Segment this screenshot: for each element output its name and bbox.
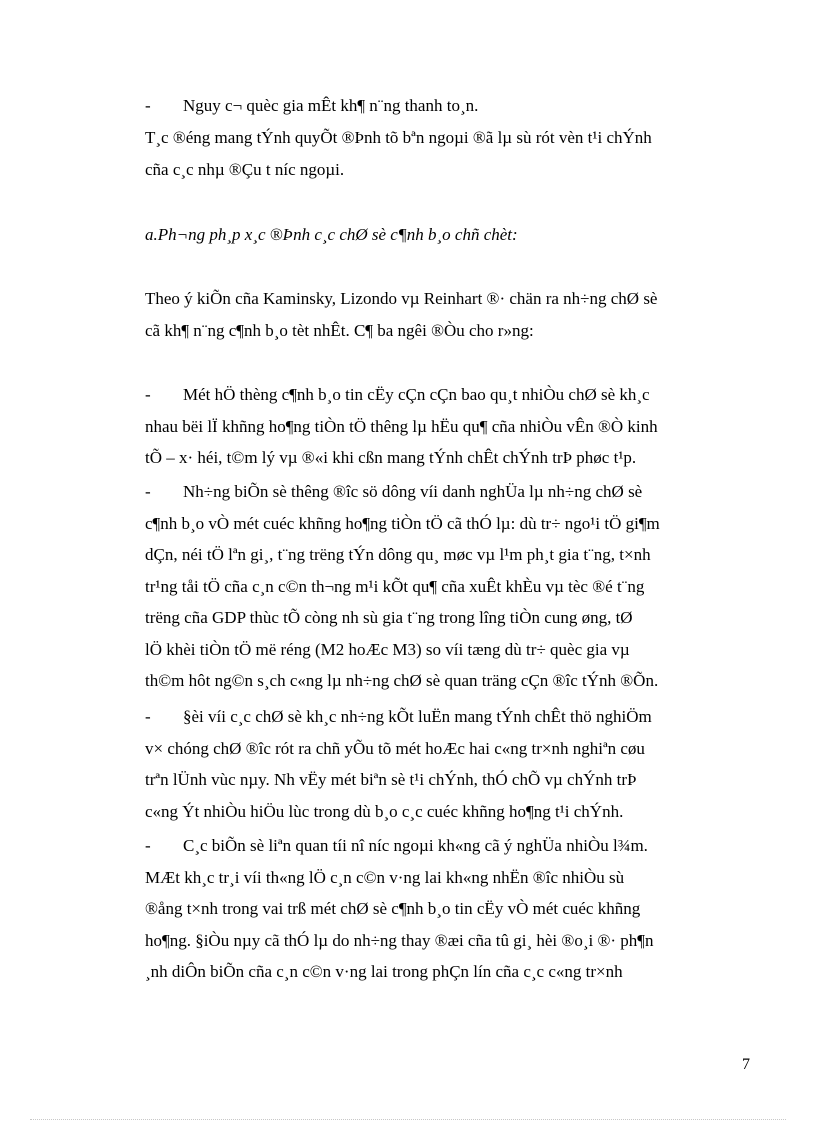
bullet-dash: - — [145, 96, 151, 115]
bullet-dash: - — [145, 836, 151, 855]
text-line — [145, 830, 740, 862]
text-line: MÆt kh¸c tr¸i víi th«ng lÖ c¸n c©n v·ng lai kh«ng nhËn ®îc nhiÒu sù — [145, 867, 625, 887]
text-line: lÖ khèi tiÒn tÖ më réng (M2 hoÆc M3) so víi tæng dù tr÷ quèc gia vµ — [145, 639, 630, 659]
text-span: Mét hÖ thèng c¶nh b¸o tin cËy cÇn cÇn bao qu¸t nhiÒu chØ sè kh¸c — [183, 385, 650, 404]
bullet-item — [145, 476, 740, 697]
bullet-dash: - — [145, 707, 151, 726]
bullet-item — [145, 90, 740, 122]
bullet-item — [145, 379, 740, 474]
section-heading — [145, 219, 740, 251]
text-line: th©m hôt ng©n s¸ch c«ng lµ nh÷ng chØ sè quan träng cÇn ®îc tÝnh ®Õn. — [145, 671, 659, 690]
text-span: §èi víi c¸c chØ sè kh¸c nh÷ng kÕt luËn mang tÝnh chÊt thö nghiÖm — [183, 707, 652, 726]
text-line: trªn lÜnh vùc nµy. Nh vËy mét biªn sè t¹i chÝnh, thÓ chÕ vµ chÝnh trÞ — [145, 770, 637, 789]
paragraph-intro — [145, 122, 740, 185]
page-number: 7 — [742, 1056, 750, 1073]
text-line: cña c¸c nhµ ®Çu t níc ngoµi. — [145, 159, 345, 179]
text-line: ¸nh diÔn biÕn cña c¸n c©n v·ng lai trong phÇn lín cña c¸c c«ng tr×nh — [145, 962, 623, 981]
text-line — [145, 379, 740, 411]
text-line — [145, 476, 740, 508]
text-span: Nh÷ng biÕn sè thêng ®îc sö dông víi danh nghÜa lµ nh÷ng chØ sè — [183, 482, 643, 501]
text-line: tÕ – x· héi, t©m lý vµ ®«i khi cßn mang tÝnh chÊt chÝnh trÞ phøc t¹p. — [145, 448, 637, 467]
bullet-item — [145, 830, 740, 988]
text-line — [145, 701, 740, 733]
text-line: ho¶ng. §iÒu nµy cã thÓ lµ do nh÷ng thay ®æi cña tû gi¸ hèi ®o¸i ®· ph¶n — [145, 930, 654, 950]
text-line: c¶nh b¸o vÒ mét cuéc khñng ho¶ng tiÒn tÖ cã thÓ lµ: dù tr÷ ngo¹i tÖ gi¶m — [145, 513, 660, 533]
text-line: T¸c ®éng mang tÝnh quyÕt ®Þnh tõ bªn ngoµi ®ã lµ sù rót vèn t¹i chÝnh — [145, 128, 652, 147]
text-line: Theo ý kiÕn cña Kaminsky, Lizondo vµ Reinhart ®· chän ra nh÷ng chØ sè — [145, 289, 658, 308]
text-span: C¸c biÕn sè liªn quan tíi nî níc ngoµi kh«ng cã ý nghÜa nhiÒu l¾m. — [183, 836, 648, 855]
bullet-dash: - — [145, 385, 151, 404]
paragraph-kaminsky — [145, 283, 740, 346]
page-bottom-divider — [30, 1119, 786, 1120]
text-line: nhau bëi lÏ khñng ho¶ng tiÒn tÖ thêng lµ hËu qu¶ cña nhiÒu vÊn ®Ò kinh — [145, 416, 658, 436]
text-line: v× chóng chØ ®îc rót ra chñ yÕu tõ mét hoÆc hai c«ng tr×nh nghiªn cøu — [145, 738, 645, 758]
text-line: dÇn, néi tÖ lªn gi¸, t¨ng trëng tÝn dông qu¸ møc vµ l¹m ph¸t gia t¨ng, t×nh — [145, 545, 651, 564]
text-line: ®ång t×nh trong vai trß mét chØ sè c¶nh b¸o tin cËy vÒ mét cuéc khñng — [145, 899, 641, 918]
bullet-item — [145, 701, 740, 827]
text-line: trëng cña GDP thùc tÕ còng nh sù gia t¨ng trong lîng tiÒn cung øng, tØ — [145, 608, 633, 627]
text-line: tr¹ng tåi tÖ cña c¸n c©n th¬ng m¹i kÕt qu¶ cña xuÊt khÈu vµ tèc ®é t¨ng — [145, 576, 645, 596]
text-line: cã kh¶ n¨ng c¶nh b¸o tèt nhÊt. C¶ ba ngêi ®Òu cho r»ng: — [145, 320, 534, 340]
bullet-dash: - — [145, 482, 151, 501]
text-line: Nguy c¬ quèc gia mÊt kh¶ n¨ng thanh to¸n. — [183, 96, 479, 115]
heading-text: a.Ph¬ng ph¸p x¸c ®Þnh c¸c chØ sè c¶nh b¸o chñ chèt: — [145, 225, 518, 244]
text-line: c«ng Ýt nhiÒu hiÖu lùc trong dù b¸o c¸c cuéc khñng ho¶ng t¹i chÝnh. — [145, 801, 624, 821]
